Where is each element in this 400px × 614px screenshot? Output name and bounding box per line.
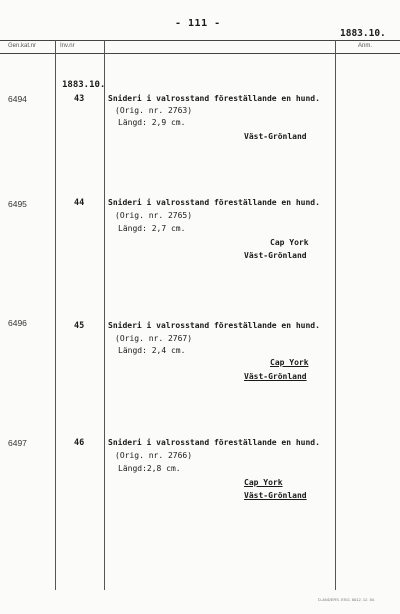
entry-description: Snideri i valrosstand föreställande en hund. <box>108 321 320 330</box>
column-header-inv-nr: Inv.nr <box>60 43 75 49</box>
header-top-rule <box>0 40 400 41</box>
entry-kat-nr: 6495 <box>8 199 27 209</box>
entry-length: Längd: 2,7 cm. <box>118 224 186 233</box>
column-rule-left <box>55 40 56 590</box>
entry-length: Längd:2,8 cm. <box>118 464 181 473</box>
entry-kat-nr: 6494 <box>8 94 27 104</box>
column-rule-middle <box>104 40 105 590</box>
section-code: 1883.10. <box>62 80 106 90</box>
entry-length: Längd: 2,4 cm. <box>118 346 186 355</box>
entry-kat-nr: 6496 <box>8 318 27 328</box>
printer-mark: D-ANDERS. ESG. 6612. 12. 54. <box>318 597 376 602</box>
entry-location: Väst-Grönland <box>244 251 307 260</box>
header-year-code: 1883.10. <box>340 28 386 39</box>
entry-description: Snideri i valrosstand föreställande en hund. <box>108 94 320 103</box>
entry-inv-nr: 46 <box>74 438 85 448</box>
entry-orig-nr: (Orig. nr. 2765) <box>115 211 193 220</box>
entry-inv-nr: 43 <box>74 94 85 104</box>
header-bottom-rule <box>0 53 400 54</box>
entry-orig-nr: (Orig. nr. 2763) <box>115 106 193 115</box>
entry-inv-nr: 44 <box>74 198 85 208</box>
entry-location: Cap York <box>270 358 309 367</box>
entry-length: Längd: 2,9 cm. <box>118 118 186 127</box>
entry-inv-nr: 45 <box>74 321 85 331</box>
page-number: - 111 - <box>175 18 221 29</box>
entry-location: Väst-Grönland <box>244 491 307 500</box>
column-rule-right <box>335 40 336 590</box>
entry-orig-nr: (Orig. nr. 2767) <box>115 334 193 343</box>
entry-kat-nr: 6497 <box>8 438 27 448</box>
entry-location: Cap York <box>270 238 309 247</box>
column-header-gen-kat-nr: Gen.kat.nr <box>8 43 37 49</box>
entry-location: Väst-Grönland <box>244 372 307 381</box>
entry-location: Cap York <box>244 478 283 487</box>
column-header-anm: Anm. <box>358 43 373 49</box>
entry-description: Snideri i valrosstand föreställande en hund. <box>108 198 320 207</box>
entry-description: Snideri i valrosstand föreställande en hund. <box>108 438 320 447</box>
entry-location: Väst-Grönland <box>244 132 307 141</box>
entry-orig-nr: (Orig. nr. 2766) <box>115 451 193 460</box>
